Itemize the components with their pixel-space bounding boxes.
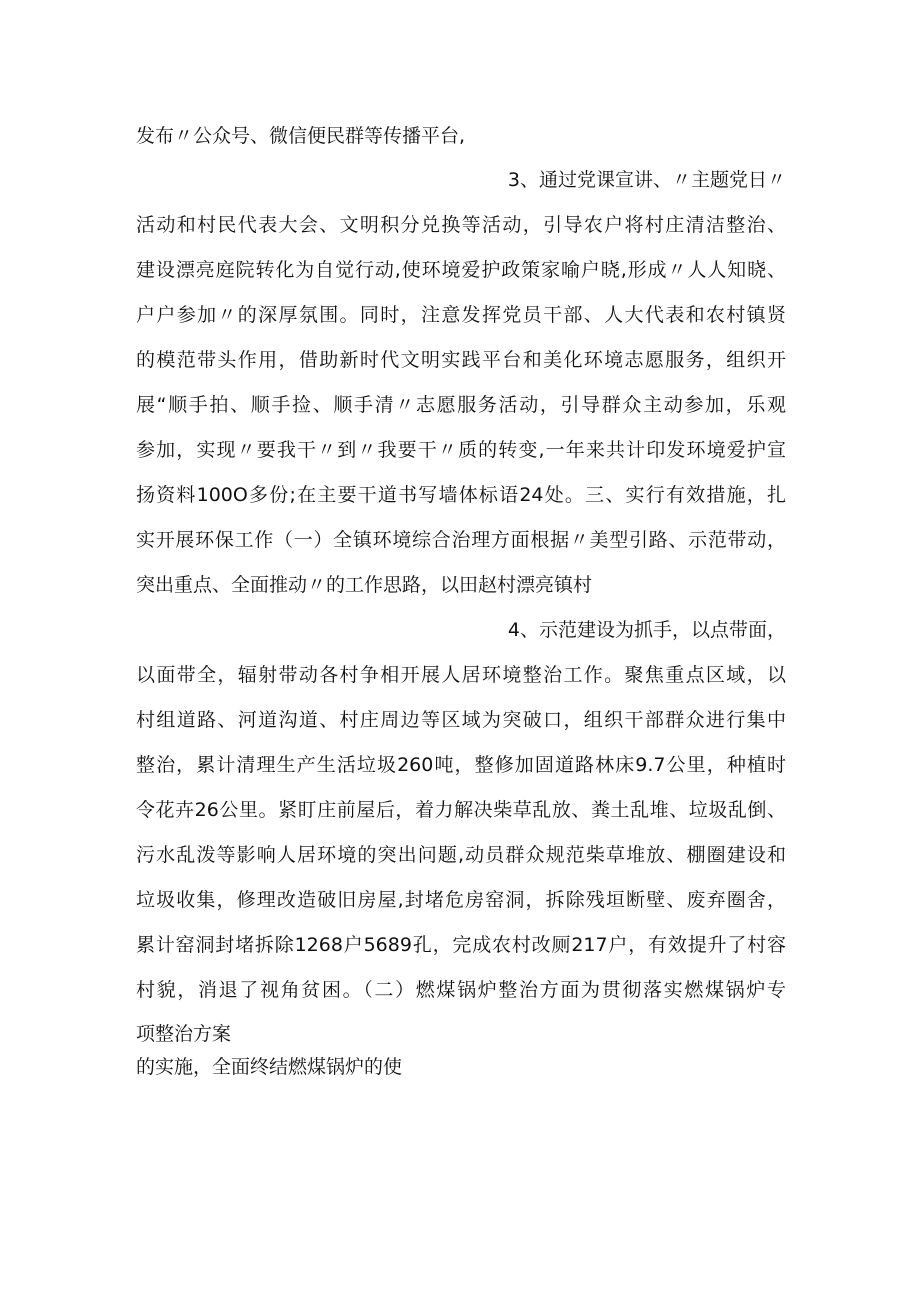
paragraph-line-4: 建设漂亮庭院转化为自觉行动,使环境爱护政策家喻户晓,形成〃人人知晓、 [136, 259, 786, 281]
paragraph-line-22: 的实施，全面终结燃煤锅炉的使 [136, 1056, 403, 1078]
paragraph-line-3: 活动和村民代表大会、文明积分兑换等活动，引导农户将村庄清洁整治、 [136, 214, 786, 236]
paragraph-line-5: 户户参加〃的深厚氛围。同时，注意发挥党员干部、人大代表和农村镇贤 [136, 304, 786, 326]
paragraph-line-17: 污水乱泼等影响人居环境的突出问题,动员群众规范柴草堆放、棚圈建设和 [136, 844, 786, 866]
paragraph-line-9: 扬资料100O多份;在主要干道书写墙体标语24处。三、实行有效措施，扎 [136, 484, 786, 506]
paragraph-line-19: 累计窑洞封堵拆除1268户5689孔，完成农村改厕217户，有效提升了村容 [136, 934, 786, 956]
paragraph-line-15: 整治，累计清理生产生活垃圾260吨，整修加固道路林床9.7公里，种植时 [136, 754, 786, 776]
paragraph-line-8: 参加，实现〃要我干〃到〃我要干〃质的转变,一年来共计印发环境爱护宣 [136, 439, 786, 461]
paragraph-line-13: 以面带全，辐射带动各村争相开展人居环境整治工作。聚焦重点区域，以 [136, 664, 786, 686]
paragraph-line-11: 突出重点、全面推动〃的工作思路，以田赵村漂亮镇村 [136, 574, 593, 596]
paragraph-line-16: 令花卉26公里。紧盯庄前屋后，着力解决柴草乱放、粪土乱堆、垃圾乱倒、 [136, 799, 786, 821]
paragraph-line-1: 发布〃公众号、微信便民群等传播平台, [136, 125, 466, 147]
paragraph-line-2: 3、通过党课宣讲、〃主题党日〃 [507, 169, 786, 191]
paragraph-line-12: 4、示范建设为抓手，以点带面， [507, 619, 786, 641]
paragraph-line-20: 村貌，消退了视角贫困。（二）燃煤锅炉整治方面为贯彻落实燃煤锅炉专 [136, 979, 786, 1001]
paragraph-line-10: 实开展环保工作（一）全镇环境综合治理方面根据〃美型引路、示范带动， [136, 529, 786, 551]
paragraph-line-21: 项整治方案 [136, 1023, 232, 1045]
paragraph-line-6: 的模范带头作用，借助新时代文明实践平台和美化环境志愿服务，组织开 [136, 349, 786, 371]
paragraph-line-7: 展“顺手拍、顺手捡、顺手清〃志愿服务活动，引导群众主动参加，乐观 [136, 394, 786, 416]
paragraph-line-14: 村组道路、河道沟道、村庄周边等区域为突破口，组织干部群众进行集中 [136, 709, 786, 731]
paragraph-line-18: 垃圾收集，修理改造破旧房屋,封堵危房窑洞，拆除残垣断壁、废弃圈舍， [136, 889, 786, 911]
